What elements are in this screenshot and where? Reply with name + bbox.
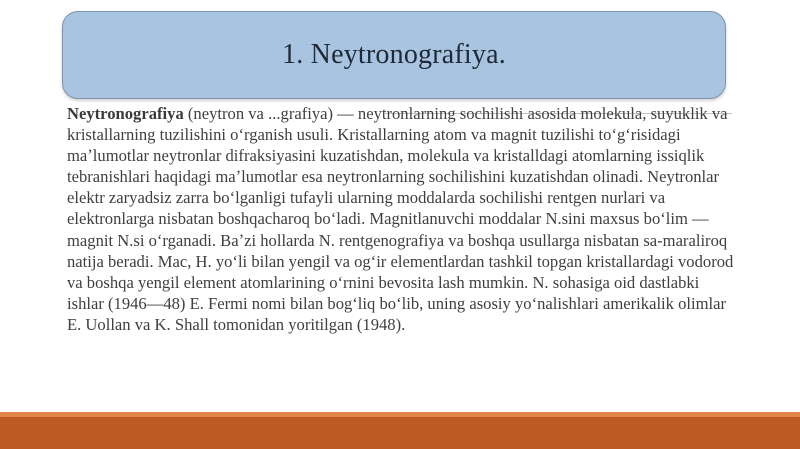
footer-band-highlight: [0, 412, 800, 417]
slide-title: 1. Neytronografiya.: [282, 39, 506, 70]
title-banner: [62, 11, 726, 99]
footer-band: [0, 412, 800, 449]
body-paragraph: [67, 103, 737, 335]
paragraph-text: (neytron va ...grafiya) — neytronlarning sochilishi asosida molekula, suyuklik va kristallarning tuzilishini oʻrganish usuli. Kristallarning atom va magnit tuzilishi toʻgʻrisidagi maʼlumotlar neytronlar difraksiyasini kuzatishdan, molekula va kristalldagi atomlarning issiqlik tebranishlari haqidagi maʼlumotlar esa neytronlarning sochilishini kuzatishdan olinadi. Neytronlar elektr zaryadsiz zarra boʻlganligi tufayli ularning moddalarda sochilishi rentgen nurlari va elektronlarga nisbatan boshqacharoq boʻladi. Magnitlanuvchi moddalar N.sini maxsus boʻlim — magnit N.si oʻrganadi. Baʼzi hollarda N. rentgenografiya va boshqa usullarga nisbatan sa-maraliroq natija beradi. Mac, H. yoʻli bilan yengil va ogʻir elementlardan tashkil topgan kristallardagi vodorod va boshqa yengil element atomlarining oʻrnini bevosita lash mumkin. N. sohasiga oid dastlabki ishlar (1946—48) E. Fermi nomi bilan bogʻliq boʻlib, uning asosiy yoʻnalishlari amerikalik olimlar E. Uollan va K. Shall tomonidan yoritilgan (1948).: [67, 104, 734, 334]
term-heading: Neytronografiya: [67, 104, 184, 123]
